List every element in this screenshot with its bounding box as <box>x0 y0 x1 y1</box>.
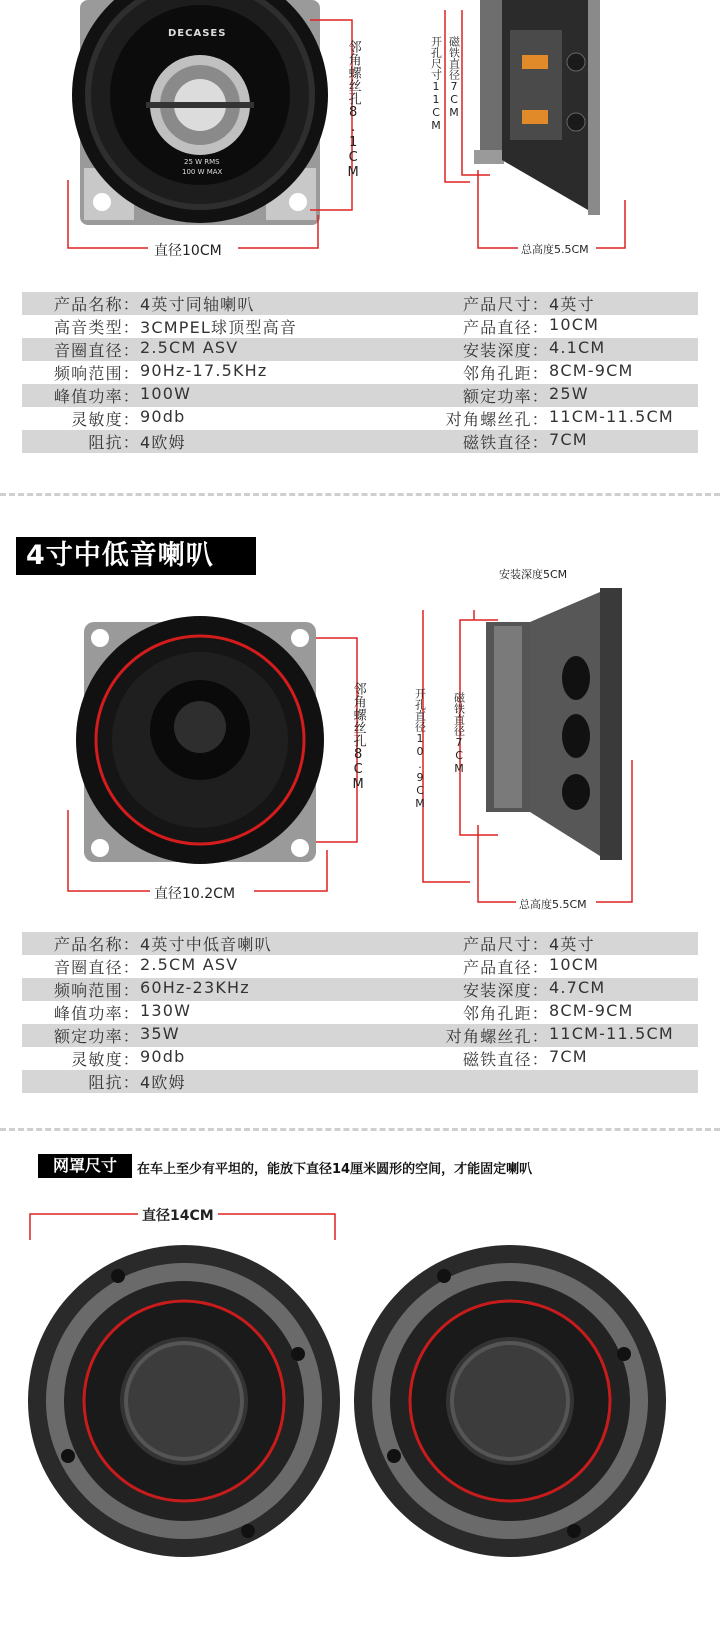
spec-value: 60Hz-23KHz <box>140 978 250 997</box>
grille-right-view <box>354 1236 666 1633</box>
midbass-spec-table <box>22 932 698 1093</box>
spec-label: 峰值功率： <box>53 387 140 406</box>
spec-row <box>22 292 698 315</box>
spec-label: 磁铁直径： <box>462 1050 549 1069</box>
spec-label: 对角螺丝孔： <box>445 1027 549 1046</box>
spec-value: 100W <box>140 384 192 403</box>
midbass-hole-label: 开孔直径10.9CM <box>413 688 427 810</box>
spec-label: 产品名称： <box>53 935 140 954</box>
spec-value: 8CM-9CM <box>549 361 634 380</box>
spec-row <box>22 1047 698 1070</box>
grille-left-image <box>28 1236 340 1633</box>
spec-label: 磁铁直径： <box>462 433 549 452</box>
spec-value: 2.5CM ASV <box>140 955 239 974</box>
spec-label: 峰值功率： <box>53 1004 140 1023</box>
spec-label: 产品名称： <box>53 295 140 314</box>
spec-row <box>22 407 698 430</box>
spec-row <box>22 1024 698 1047</box>
spec-row <box>22 932 698 955</box>
rms-label: 25 W RMS <box>184 158 220 166</box>
spec-value: 4欧姆 <box>140 1073 186 1092</box>
spec-label: 安装深度： <box>462 981 549 1000</box>
spec-label: 产品尺寸： <box>462 295 549 314</box>
spec-value: 10CM <box>549 315 600 334</box>
midbass-diameter-label: 直径10.2CM <box>154 886 236 902</box>
divider <box>0 1128 720 1131</box>
spec-row <box>22 978 698 1001</box>
midbass-hole-spacing-label: 邻角螺丝孔8CM <box>350 682 366 792</box>
spec-label: 频响范围： <box>53 364 140 383</box>
coaxial-diameter-label: 直径10CM <box>154 243 222 259</box>
midbass-title: 4寸中低音喇叭 <box>16 537 256 575</box>
divider <box>0 493 720 496</box>
spec-value: 90db <box>140 1047 186 1066</box>
coaxial-height-label: 总高度5.5CM <box>521 243 589 256</box>
spec-value: 25W <box>549 384 589 403</box>
spec-value: 4英寸 <box>549 935 595 954</box>
coaxial-magnet-label: 磁铁直径7CM <box>447 36 461 119</box>
spec-value: 4英寸同轴喇叭 <box>140 295 255 314</box>
spec-row <box>22 315 698 338</box>
spec-label: 邻角孔距： <box>462 364 549 383</box>
midbass-height-label: 总高度5.5CM <box>519 898 587 911</box>
spec-label: 产品直径： <box>462 318 549 337</box>
spec-value: 130W <box>140 1001 192 1020</box>
spec-value: 11CM-11.5CM <box>549 1024 674 1043</box>
midbass-depth-label: 安装深度5CM <box>499 568 568 581</box>
spec-label: 阻抗： <box>88 433 140 452</box>
spec-row <box>22 338 698 361</box>
brand-logo: DECASES <box>168 28 227 39</box>
spec-value: 8CM-9CM <box>549 1001 634 1020</box>
spec-value: 11CM-11.5CM <box>549 407 674 426</box>
spec-row <box>22 1070 698 1093</box>
spec-value: 90Hz-17.5KHz <box>140 361 268 380</box>
spec-label: 产品直径： <box>462 958 549 977</box>
spec-label: 产品尺寸： <box>462 935 549 954</box>
spec-row <box>22 1001 698 1024</box>
spec-value: 7CM <box>549 1047 588 1066</box>
spec-value: 4英寸中低音喇叭 <box>140 935 272 954</box>
spec-label: 额定功率： <box>462 387 549 406</box>
spec-label: 高音类型： <box>53 318 140 337</box>
coaxial-side-image <box>470 0 650 230</box>
spec-row <box>22 955 698 978</box>
spec-label: 灵敏度： <box>71 1050 140 1069</box>
spec-value: 4.7CM <box>549 978 606 997</box>
spec-value: 2.5CM ASV <box>140 338 239 357</box>
grille-left-view <box>28 1236 340 1633</box>
spec-value: 10CM <box>549 955 600 974</box>
spec-value: 4.1CM <box>549 338 606 357</box>
spec-row <box>22 430 698 453</box>
spec-value: 35W <box>140 1024 180 1043</box>
coaxial-side-view <box>470 0 650 230</box>
midbass-side-view <box>480 588 630 863</box>
spec-value: 3CMPEL球顶型高音 <box>140 318 298 337</box>
grille-title: 网罩尺寸 <box>38 1154 132 1178</box>
grille-diameter-label: 直径14CM <box>142 1208 214 1224</box>
grille-dimension-line <box>0 1200 720 1240</box>
spec-value: 4欧姆 <box>140 433 186 452</box>
spec-label: 灵敏度： <box>71 410 140 429</box>
spec-value: 90db <box>140 407 186 426</box>
spec-label: 对角螺丝孔： <box>445 410 549 429</box>
max-label: 100 W MAX <box>182 168 223 176</box>
spec-label: 安装深度： <box>462 341 549 360</box>
spec-label: 音圈直径： <box>53 341 140 360</box>
spec-value: 4英寸 <box>549 295 595 314</box>
spec-label: 频响范围： <box>53 981 140 1000</box>
coaxial-spec-table <box>22 292 698 453</box>
spec-label: 音圈直径： <box>53 958 140 977</box>
midbass-side-image <box>480 588 630 863</box>
spec-value: 7CM <box>549 430 588 449</box>
grille-right-image <box>354 1236 666 1633</box>
coaxial-hole-spacing-label: 邻角螺丝孔8.1CM <box>345 40 361 180</box>
grille-note: 在车上至少有平坦的，能放下直径14厘米圆形的空间，才能固定喇叭 <box>137 1162 533 1177</box>
spec-label: 阻抗： <box>88 1073 140 1092</box>
spec-label: 邻角孔距： <box>462 1004 549 1023</box>
midbass-magnet-label: 磁铁直径7CM <box>452 692 466 775</box>
spec-label <box>437 1070 549 1093</box>
spec-row <box>22 384 698 407</box>
spec-row <box>22 361 698 384</box>
coaxial-hole-label: 开孔尺寸11CM <box>429 36 443 132</box>
spec-label: 额定功率： <box>53 1027 140 1046</box>
